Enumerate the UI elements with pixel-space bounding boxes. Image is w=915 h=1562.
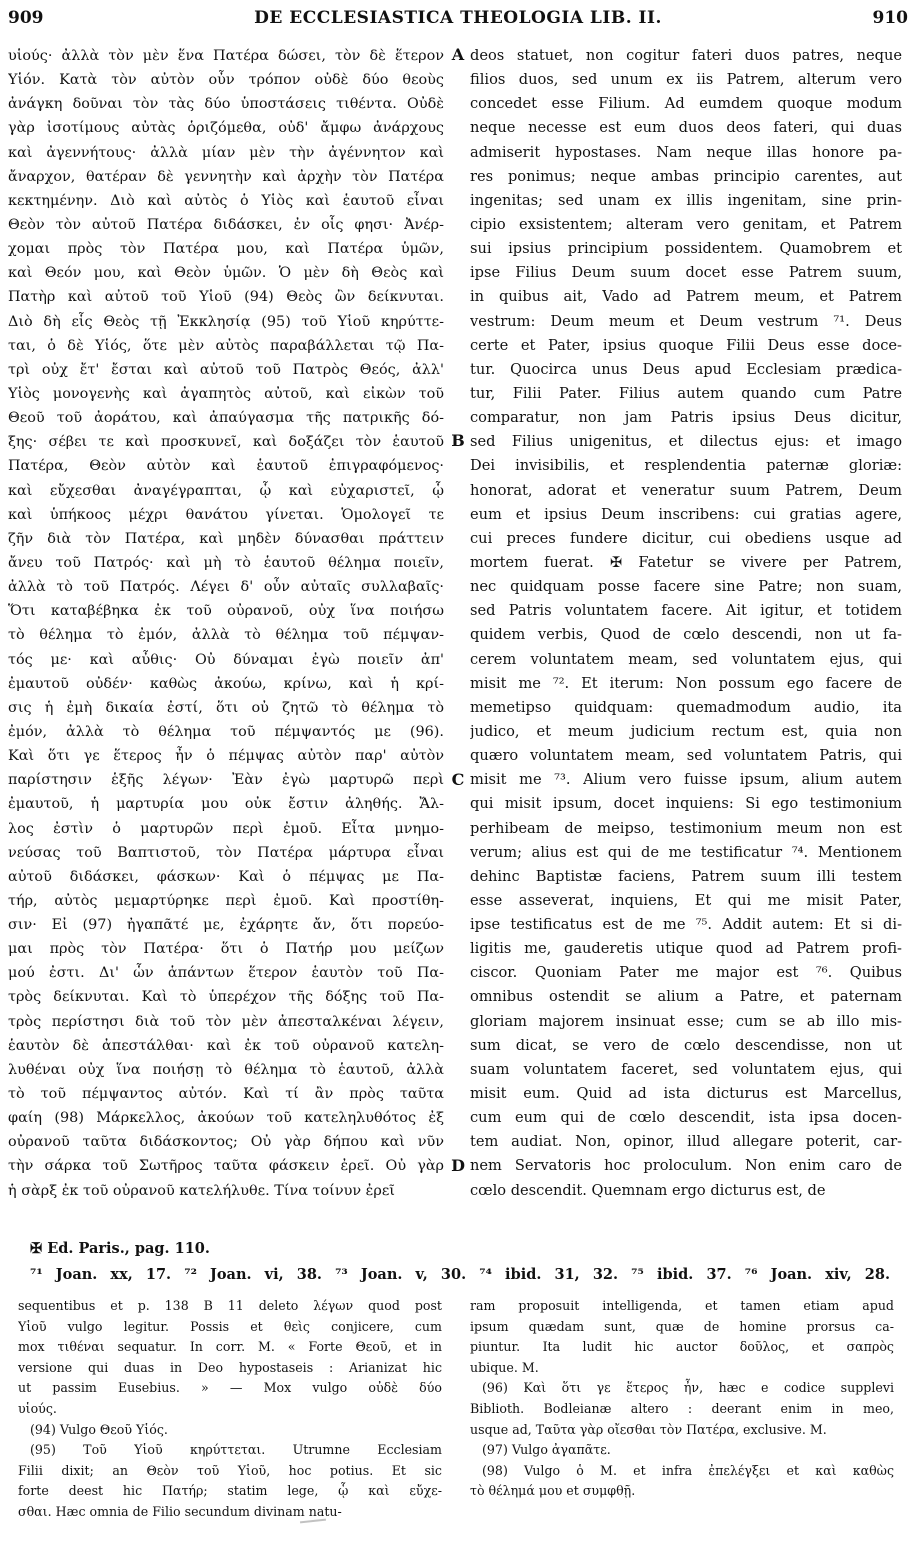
greek-text-line: φαίη (98) Μάρκελλος, ἀκούων τοῦ κατεληλυθότος ἐξ bbox=[8, 1110, 444, 1127]
greek-text-line: τὸ τοῦ πέμψαντος αὐτόν. Καὶ τί ἂν πρὸς ταῦτα bbox=[8, 1086, 444, 1103]
notes-left-column bbox=[18, 1296, 442, 1523]
greek-text-line: τὸ θέλημα τὸ ἐμόν, ἀλλὰ τὸ θέλημα τοῦ πέμψαν- bbox=[8, 627, 444, 644]
latin-text-line: vestrum: Deum meum et Deum vestrum ⁷¹. Deus bbox=[470, 312, 902, 330]
latin-text-line: deos statuet, non cogitur fateri duos patres, neque bbox=[470, 47, 902, 64]
note-line: υἱούς. bbox=[18, 1400, 57, 1416]
greek-text-line: μαι πρὸς τὸν Πατέρα· ὅτι ὁ Πατήρ μου μείζων bbox=[8, 941, 444, 958]
latin-text-line: concedet esse Filium. Ad eumdem quoque modum bbox=[470, 95, 902, 113]
note-line: mox τιθέναι sequatur. In corr. M. « Forte Θεοῦ, et in bbox=[18, 1339, 442, 1355]
note-line: (95) Τοῦ Υἱοῦ κηρύττεται. Utrumne Ecclesiam bbox=[30, 1442, 442, 1458]
latin-text-line: in quibus ait, Vado ad Patrem meum, et Patrem bbox=[470, 288, 902, 306]
latin-text-line: Dei invisibilis, et resplendentia paternæ gloriæ: bbox=[470, 457, 902, 475]
greek-text-line: ται, ὁ δὲ Υἱός, ὅτε μὲν αὐτὸς παραβάλλεται τῷ Πα- bbox=[8, 337, 444, 354]
greek-text-column bbox=[8, 44, 444, 1203]
latin-text-line: cui preces fundere dicitur, cui obediens usque ad bbox=[470, 529, 902, 547]
greek-text-line: νεύσας τοῦ Βαπτιστοῦ, τὸν Πατέρα μάρτυρα εἶναι bbox=[8, 844, 444, 861]
greek-text-line: Ὅτι καταβέβηκα ἐκ τοῦ οὐρανοῦ, οὐχ ἵνα ποιήσω bbox=[8, 603, 444, 620]
latin-text-line: misit me ⁷². Et iterum: Non possum ego facere de bbox=[470, 674, 902, 692]
latin-text-line: sed Filius unigenitus, et dilectus ejus: et imago bbox=[470, 433, 902, 451]
note-line: τὸ θέλημά μου et συμφθῇ. bbox=[470, 1483, 636, 1499]
latin-text-line: ipse Filius Deum suum docet esse Patrem suum, bbox=[470, 264, 902, 282]
note-line: ipsum quædam sunt, quæ de homine prorsus ca- bbox=[470, 1318, 894, 1334]
latin-text-line: honorat, adorat et veneratur suum Patrem, Deum bbox=[470, 481, 902, 499]
latin-text-line: res ponimus; neque ambas principio carentes, aut bbox=[470, 167, 902, 185]
latin-text-line: cum eum qui de cœlo descendit, ista ipsa docen- bbox=[470, 1109, 902, 1127]
latin-text-line: nem Servatoris hoc proloculum. Non enim caro de bbox=[470, 1157, 902, 1175]
greek-text-line: Θεοῦ τοῦ ἀοράτου, καὶ ἀπαύγασμα τῆς πατρικῆς δό- bbox=[8, 410, 444, 427]
latin-text-line: gloriam majorem insinuat esse; cum se ab illo mis- bbox=[470, 1012, 902, 1030]
scripture-references: ⁷¹ Joan. xx, 17. ⁷² Joan. vi, 38. ⁷³ Joan. v, 30. ⁷⁴ ibid. 31, 32. ⁷⁵ ibid. 37. ⁷⁶ Joan. xiv, 28. bbox=[30, 1266, 890, 1283]
greek-text-line: καὶ ἀγεννήτους· ἀλλὰ μίαν μὲν τὴν ἀγέννητον καὶ bbox=[8, 144, 444, 161]
latin-text-line: memetipso quidquam: quemadmodum audio, ita bbox=[470, 698, 902, 716]
latin-text-line: quæro voluntatem meam, sed voluntatem Patris, qui bbox=[470, 747, 902, 765]
note-line: forte deest hic Πατήρ; statim lege, ᾧ καὶ εὔχε- bbox=[18, 1483, 442, 1499]
greek-text-line: Διὸ δὴ εἷς Θεὸς τῇ Ἐκκλησίᾳ (95) τοῦ Υἱοῦ κηρύττε- bbox=[8, 313, 444, 330]
greek-text-line: ἐμαυτοῦ οὐδέν· καθὼς ἀκούω, κρίνω, καὶ ἡ κρί- bbox=[8, 675, 444, 692]
latin-text-line: tem audiat. Non, opinor, illud allegare poterit, car- bbox=[470, 1133, 902, 1151]
greek-text-line: ἀλλὰ τὸ τοῦ Πατρός. Λέγει δ' οὖν αὐταῖς συλλαβαῖς· bbox=[8, 579, 444, 596]
latin-text-line: sed Patris voluntatem facere. Ait igitur, et totidem bbox=[470, 602, 902, 620]
greek-text-line: γὰρ ἰσοτίμους αὐτὰς ὁριζόμεθα, οὐδ' ἄμφω ἀνάρχους bbox=[8, 120, 444, 137]
note-line: (97) Vulgo ἀγαπᾶτε. bbox=[482, 1442, 611, 1458]
greek-text-line: σιν· Εἰ (97) ἠγαπᾶτέ με, ἐχάρητε ἄν, ὅτι πορεύο- bbox=[8, 917, 444, 934]
latin-text-line: admiserit hypostases. Nam neque illas honore pa- bbox=[470, 143, 902, 161]
edition-reference: ✠ Ed. Paris., pag. 110. bbox=[30, 1240, 210, 1257]
latin-text-line: comparatur, non jam Patris ipsius Deus dicitur, bbox=[470, 409, 902, 427]
page-number-left: 909 bbox=[8, 8, 44, 28]
greek-text-line: μού ἐστι. Δι' ὧν ἁπάντων ἕτερον ἑαυτὸν τοῦ Πα- bbox=[8, 965, 444, 982]
latin-text-line: esse asseverat, inquiens, Et qui me misit Pater, bbox=[470, 891, 902, 909]
greek-text-line: Υἱὸς μονογενὴς καὶ ἀγαπητὸς αὐτοῦ, καὶ εἰκὼν τοῦ bbox=[8, 385, 444, 402]
greek-text-line: ἄνευ τοῦ Πατρός· καὶ μὴ τὸ ἑαυτοῦ θέλημα ποιεῖν, bbox=[8, 554, 444, 571]
greek-text-line: τρὶ οὐχ ἔτ' ἔσται καὶ αὐτοῦ τοῦ Πατρὸς Θεός, ἀλλ' bbox=[8, 361, 444, 378]
latin-text-line: cœlo descendit. Quemnam ergo dicturus est, de bbox=[470, 1181, 826, 1199]
latin-text-line: omnibus ostendit se alium a Patre, et paternam bbox=[470, 988, 902, 1006]
section-marker-a: A bbox=[451, 45, 465, 64]
latin-text-line: ipse testificatus est de me ⁷⁵. Addit autem: Et si di- bbox=[470, 916, 902, 934]
greek-text-line: χομαι πρὸς τὸν Πατέρα μου, καὶ Πατέρα ὑμῶν, bbox=[8, 241, 444, 258]
notes-right-column bbox=[470, 1296, 894, 1502]
greek-text-line: καὶ εὔχεσθαι ἀναγέγραπται, ᾧ καὶ εὐχαριστεῖ, ᾧ bbox=[8, 482, 444, 499]
note-line: usque ad, Ταῦτα γὰρ οἴεσθαι τὸν Πατέρα, exclusive. M. bbox=[470, 1421, 827, 1437]
latin-text-line: sum dicat, se vero de cœlo descendisse, non ut bbox=[470, 1036, 902, 1054]
latin-text-line: perhibeam de meipso, testimonium meum non est bbox=[470, 819, 902, 837]
greek-text-line: τὴν σάρκα τοῦ Σωτῆρος ταῦτα φάσκειν ἐρεῖ. Οὐ γὰρ bbox=[8, 1158, 444, 1175]
note-line: sequentibus et p. 138 B 11 deleto λέγων quod post bbox=[18, 1298, 442, 1313]
latin-text-line: tur, Filii Pater. Filius autem quando cum Patre bbox=[470, 384, 902, 402]
greek-text-line: ἑαυτὸν δὲ ἀπεστάλθαι· καὶ ἐκ τοῦ οὐρανοῦ κατελη- bbox=[8, 1037, 444, 1054]
greek-text-line: τρὸς περίστησι διὰ τοῦ τὸν μὲν ἀπεσταλκέναι λέγειν, bbox=[8, 1013, 444, 1030]
section-marker-d: D bbox=[451, 1156, 465, 1175]
greek-text-line: ἐμόν, ἀλλὰ τὸ θέλημα τοῦ πέμψαντός με (96). bbox=[8, 723, 444, 740]
greek-text-line: καὶ Θεόν μου, καὶ Θεὸν ὑμῶν. Ὁ μὲν δὴ Θεὸς καὶ bbox=[8, 265, 444, 282]
greek-text-line: ἡ σὰρξ ἐκ τοῦ οὐρανοῦ κατελήλυθε. Τίνα τοίνυν ἐρεῖ bbox=[8, 1182, 395, 1199]
note-line: (94) Vulgo Θεοῦ Υἱός. bbox=[30, 1421, 168, 1437]
greek-text-line: ἐμαυτοῦ, ἡ μαρτυρία μου οὐκ ἔστιν ἀληθής. Ἄλ- bbox=[8, 796, 444, 813]
greek-text-line: κεκτημένην. Διὸ καὶ αὐτὸς ὁ Υἱὸς καὶ ἑαυτοῦ εἶναι bbox=[8, 192, 444, 209]
greek-text-line: τός με· καὶ αὖθις· Οὐ δύναμαι ἐγὼ ποιεῖν ἀπ' bbox=[8, 651, 444, 668]
running-title: DE ECCLESIASTICA THEOLOGIA LIB. II. bbox=[254, 8, 662, 28]
note-line: (96) Καὶ ὅτι γε ἕτερος ἦν, hæc e codice supplevi bbox=[482, 1380, 894, 1396]
greek-text-line: λυθέναι οὐχ ἵνα ποιήσῃ τὸ θέλημα τὸ ἑαυτοῦ, ἀλλὰ bbox=[8, 1061, 444, 1078]
latin-text-line: filios duos, sed unum ex iis Patrem, alterum vero bbox=[470, 71, 902, 89]
latin-text-line: dehinc Baptistæ faciens, Patrem suum illi testem bbox=[470, 867, 902, 885]
latin-text-line: certe et Pater, ipsius quoque Filii Deus esse doce- bbox=[470, 336, 902, 354]
greek-text-line: υἱούς· ἀλλὰ τὸν μὲν ἕνα Πατέρα δώσει, τὸν δὲ ἕτερον bbox=[8, 48, 444, 64]
latin-text-line: ciscor. Quoniam Pater me major est ⁷⁶. Quibus bbox=[470, 964, 902, 982]
latin-text-line: mortem fuerat. ✠ Fatetur se vivere per Patrem, bbox=[470, 553, 902, 571]
latin-text-line: ingenitas; sed unam ex illis ingenitam, sine prin- bbox=[470, 191, 902, 209]
latin-text-line: cipio exsistentem; alteram vero genitam, et Patrem bbox=[470, 215, 902, 233]
latin-text-line: eum et ipsius Deum inscribens: cui gratias agere, bbox=[470, 505, 902, 523]
note-line: Filii dixit; an Θεὸν τοῦ Υἱοῦ, hoc potius. Et sic bbox=[18, 1462, 442, 1478]
note-line: piuntur. Ita ludit hic auctor δοῦλος, et σαπρὸς bbox=[470, 1339, 894, 1355]
greek-text-line: ἀνάγκη δοῦναι τὸν τὰς δύο ὑποστάσεις τιθέντα. Οὐδὲ bbox=[8, 96, 444, 113]
latin-text-line: suam voluntatem faceret, sed voluntatem ejus, qui bbox=[470, 1060, 902, 1078]
note-line: ubique. M. bbox=[470, 1359, 539, 1375]
latin-text-line: nec quidquam posse facere sine Patre; non suam, bbox=[470, 578, 902, 596]
greek-text-line: Θεὸν τὸν αὐτοῦ Πατέρα διδάσκει, ἐν οἷς φησι· Ἀνέρ- bbox=[8, 216, 444, 233]
greek-text-line: τρὸς δείκνυται. Καὶ τὸ ὑπερέχον τῆς δόξης τοῦ Πα- bbox=[8, 989, 444, 1006]
greek-text-line: καὶ ὑπήκοος μέχρι θανάτου γίνεται. Ὁμολογεῖ τε bbox=[8, 506, 444, 523]
greek-text-line: Πατὴρ καὶ αὐτοῦ τοῦ Υἱοῦ (94) Θεὸς ὢν δείκνυται. bbox=[8, 289, 444, 306]
greek-text-line: τήρ, αὐτὸς μεμαρτύρηκε περὶ ἐμοῦ. Καὶ προστίθη- bbox=[8, 892, 444, 909]
latin-text-column bbox=[470, 44, 902, 1203]
note-line: Biblioth. Bodleianæ altero : deerant enim in meo, bbox=[470, 1400, 894, 1416]
note-line: ram proposuit intelligenda, et tamen etiam apud bbox=[470, 1298, 894, 1313]
greek-text-line: Καὶ ὅτι γε ἕτερος ἦν ὁ πέμψας αὐτὸν παρ' αὐτὸν bbox=[8, 748, 444, 765]
greek-text-line: ἄναρχον, θατέραν δὲ γεννητὴν καὶ ἀρχὴν τὸν Πατέρα bbox=[8, 168, 444, 185]
greek-text-line: Υἱόν. Κατὰ τὸν αὐτὸν οὖν τρόπον οὐδὲ δύο θεοὺς bbox=[8, 72, 444, 89]
greek-text-line: σις ἡ ἐμὴ δικαία ἐστί, ὅτι οὐ ζητῶ τὸ θέλημα τὸ bbox=[8, 699, 444, 716]
latin-text-line: misit eum. Quid ad ista dicturus est Marcellus, bbox=[470, 1085, 902, 1103]
note-line: versione qui duas in Deo hypostaseis : Arianizat hic bbox=[18, 1359, 442, 1375]
page-number-right: 910 bbox=[872, 8, 908, 28]
latin-text-line: ligitis me, gauderetis utique quod ad Patrem profi- bbox=[470, 940, 902, 958]
greek-text-line: ξης· σέβει τε καὶ προσκυνεῖ, καὶ δοξάζει τὸν ἑαυτοῦ bbox=[8, 434, 444, 451]
note-line: σθαι. Hæc omnia de Filio secundum divinam natu- bbox=[18, 1503, 342, 1519]
greek-text-line: αὐτοῦ διδάσκει, φάσκων· Καὶ ὁ πέμψας με Πα- bbox=[8, 868, 444, 885]
latin-text-line: quidem verbis, Quod de cœlo descendi, non ut fa- bbox=[470, 626, 902, 644]
latin-text-line: judico, et meum judicium rectum est, quia non bbox=[470, 722, 902, 740]
section-marker-c: C bbox=[451, 770, 465, 789]
note-line: ut passim Eusebius. » — Mox vulgo οὐδὲ δύο bbox=[18, 1380, 442, 1396]
note-line: (98) Vulgo ὁ M. et infra ἐπελέγξει et καὶ καθὼς bbox=[482, 1462, 894, 1478]
latin-text-line: verum; alius est qui de me testificatur ⁷⁴. Mentionem bbox=[470, 843, 902, 861]
latin-text-line: sui ipsius principium possidentem. Quamobrem et bbox=[470, 240, 902, 258]
greek-text-line: παρίστησιν ἑξῆς λέγων· Ἐὰν ἐγὼ μαρτυρῶ περὶ bbox=[8, 772, 444, 789]
latin-text-line: qui misit ipsum, docet inquiens: Si ego testimonium bbox=[470, 795, 902, 813]
latin-text-line: cerem voluntatem meam, sed voluntatem ejus, qui bbox=[470, 650, 902, 668]
running-header bbox=[8, 8, 908, 32]
latin-text-line: neque necesse est eum duos deos fateri, qui duas bbox=[470, 119, 902, 137]
greek-text-line: ζῆν διὰ τὸν Πατέρα, καὶ μηδὲν δύνασθαι πράττειν bbox=[8, 530, 444, 547]
greek-text-line: λος ἐστὶν ὁ μαρτυρῶν περὶ ἐμοῦ. Εἶτα μνημο- bbox=[8, 820, 444, 837]
latin-text-line: tur. Quocirca unus Deus apud Ecclesiam prædica- bbox=[470, 360, 902, 378]
greek-text-line: οὐρανοῦ ταῦτα διδάσκοντος; Οὐ γὰρ δήπου καὶ νῦν bbox=[8, 1134, 444, 1151]
latin-text-line: misit me ⁷³. Alium vero fuisse ipsum, alium autem bbox=[470, 771, 902, 789]
footnote-references bbox=[30, 1236, 890, 1288]
section-marker-b: B bbox=[451, 431, 465, 450]
note-line: Υἱοῦ vulgo legitur. Possis et θεὶς conjicere, cum bbox=[18, 1318, 442, 1334]
greek-text-line: Πατέρα, Θεὸν αὐτὸν καὶ ἑαυτοῦ ἐπιγραφόμενος· bbox=[8, 458, 444, 475]
